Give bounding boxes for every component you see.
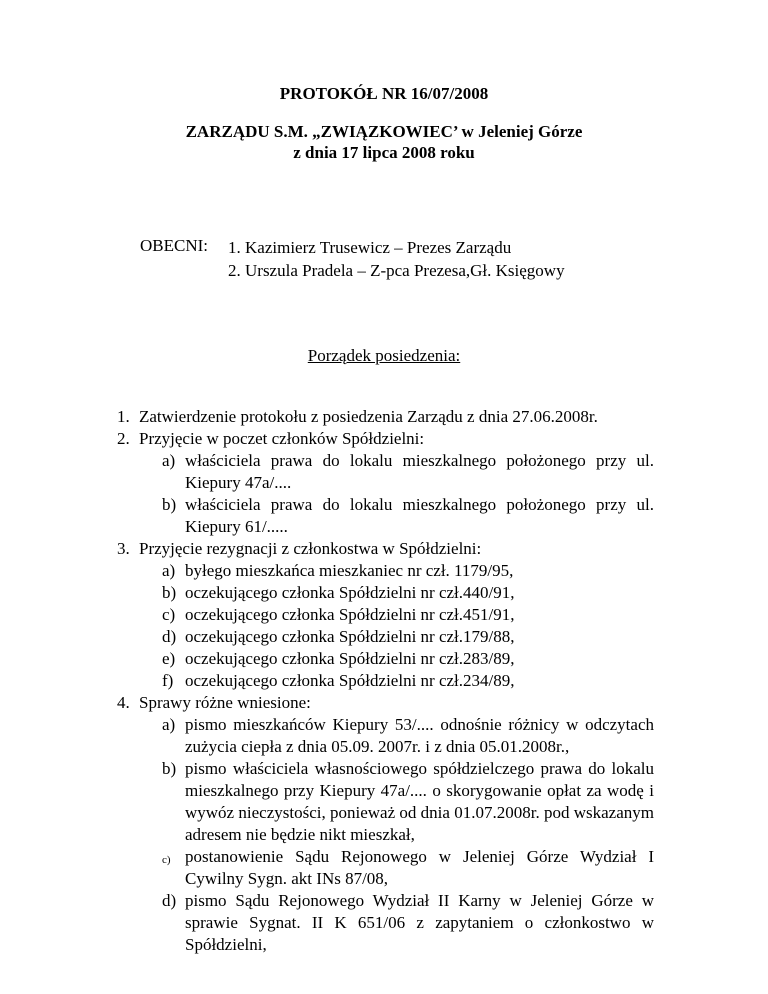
sub-item-letter: c) <box>162 854 171 866</box>
attendee: 1. Kazimierz Trusewicz – Prezes Zarządu <box>228 238 512 257</box>
sub-item-letter: b) <box>162 495 177 514</box>
item-number: 4. <box>117 693 130 712</box>
sub-item-text: oczekującego członka Spółdzielni nr czł.179/88, <box>185 627 515 646</box>
sub-item <box>0 494 768 538</box>
agenda-item <box>0 406 768 428</box>
sub-item <box>0 890 768 956</box>
agenda-item <box>0 538 768 560</box>
sub-item-letter: f) <box>162 671 174 690</box>
sub-item-letter: b) <box>162 583 177 602</box>
attendance-label: OBECNI: <box>140 236 208 255</box>
sub-item-letter: a) <box>162 451 176 470</box>
sub-item <box>0 714 768 758</box>
sub-item-text: oczekującego członka Spółdzielni nr czł.440/91, <box>185 583 515 602</box>
sub-item-text: byłego mieszkańca mieszkaniec nr czł. 1179/95, <box>185 561 514 580</box>
item-number: 3. <box>117 539 130 558</box>
item-text: Zatwierdzenie protokołu z posiedzenia Zarządu z dnia 27.06.2008r. <box>139 407 598 426</box>
sub-item <box>0 758 768 846</box>
sub-item <box>0 670 768 692</box>
sub-item-letter: d) <box>162 891 177 910</box>
document-title: PROTOKÓŁ NR 16/07/2008 <box>279 84 489 103</box>
sub-item <box>0 560 768 582</box>
sub-item-text: postanowienie Sądu Rejonowego w Jeleniej Górze Wydział I Cywilny Sygn. akt INs 87/08, <box>185 847 654 888</box>
sub-item <box>0 604 768 626</box>
sub-item-letter: a) <box>162 715 176 734</box>
sub-item-text: właściciela prawa do lokalu mieszkalnego położonego przy ul. Kiepury 47a/.... <box>185 451 654 492</box>
sub-item-text: właściciela prawa do lokalu mieszkalnego położonego przy ul. Kiepury 61/..... <box>185 495 654 536</box>
item-number: 2. <box>117 429 130 448</box>
sub-item-text: oczekującego członka Spółdzielni nr czł.234/89, <box>185 671 515 690</box>
sub-item-letter: e) <box>162 649 176 668</box>
sub-item-text: oczekującego członka Spółdzielni nr czł.451/91, <box>185 605 515 624</box>
sub-item-text: oczekującego członka Spółdzielni nr czł.283/89, <box>185 649 515 668</box>
meeting-date: z dnia 17 lipca 2008 roku <box>293 143 475 162</box>
item-text: Przyjęcie rezygnacji z członkostwa w Spółdzielni: <box>139 539 482 558</box>
attendee: 2. Urszula Pradela – Z-pca Prezesa,Gł. Księgowy <box>228 261 565 280</box>
sub-item-letter: c) <box>162 605 176 624</box>
agenda-item <box>0 428 768 450</box>
sub-item <box>0 648 768 670</box>
agenda-list <box>0 406 768 956</box>
sub-item-text: pismo właściciela własnościowego spółdzielczego prawa do lokalu mieszkalnego przy Kiepury 47a/.... o skorygowanie opłat za wodę i wywóz nieczystości, ponieważ od dnia 01.07.2008r. pod wskazanym adresem nie będzie nikt mieszkał, <box>185 759 654 844</box>
sub-item <box>0 846 768 890</box>
agenda-item <box>0 692 768 714</box>
sub-item-letter: a) <box>162 561 176 580</box>
item-text: Sprawy różne wniesione: <box>139 693 311 712</box>
item-text: Przyjęcie w poczet członków Spółdzielni: <box>139 429 425 448</box>
sub-item-text: pismo Sądu Rejonowego Wydział II Karny w Jeleniej Górze w sprawie Sygnat. II K 651/06 z zapytaniem o członkostwo w Spółdzielni, <box>185 891 654 954</box>
attendance-list <box>228 236 565 282</box>
sub-item <box>0 582 768 604</box>
sub-item-letter: b) <box>162 759 177 778</box>
agenda-heading: Porządek posiedzenia: <box>307 346 461 365</box>
sub-item <box>0 626 768 648</box>
sub-item <box>0 450 768 494</box>
board-name: ZARZĄDU S.M. „ZWIĄZKOWIEC’ w Jeleniej Górze <box>185 122 583 141</box>
sub-item-text: pismo mieszkańców Kiepury 53/.... odnośnie różnicy w odczytach zużycia ciepła z dnia 05.09. 2007r. i z dnia 05.01.2008r., <box>185 715 654 756</box>
sub-item-letter: d) <box>162 627 177 646</box>
item-number: 1. <box>117 407 130 426</box>
